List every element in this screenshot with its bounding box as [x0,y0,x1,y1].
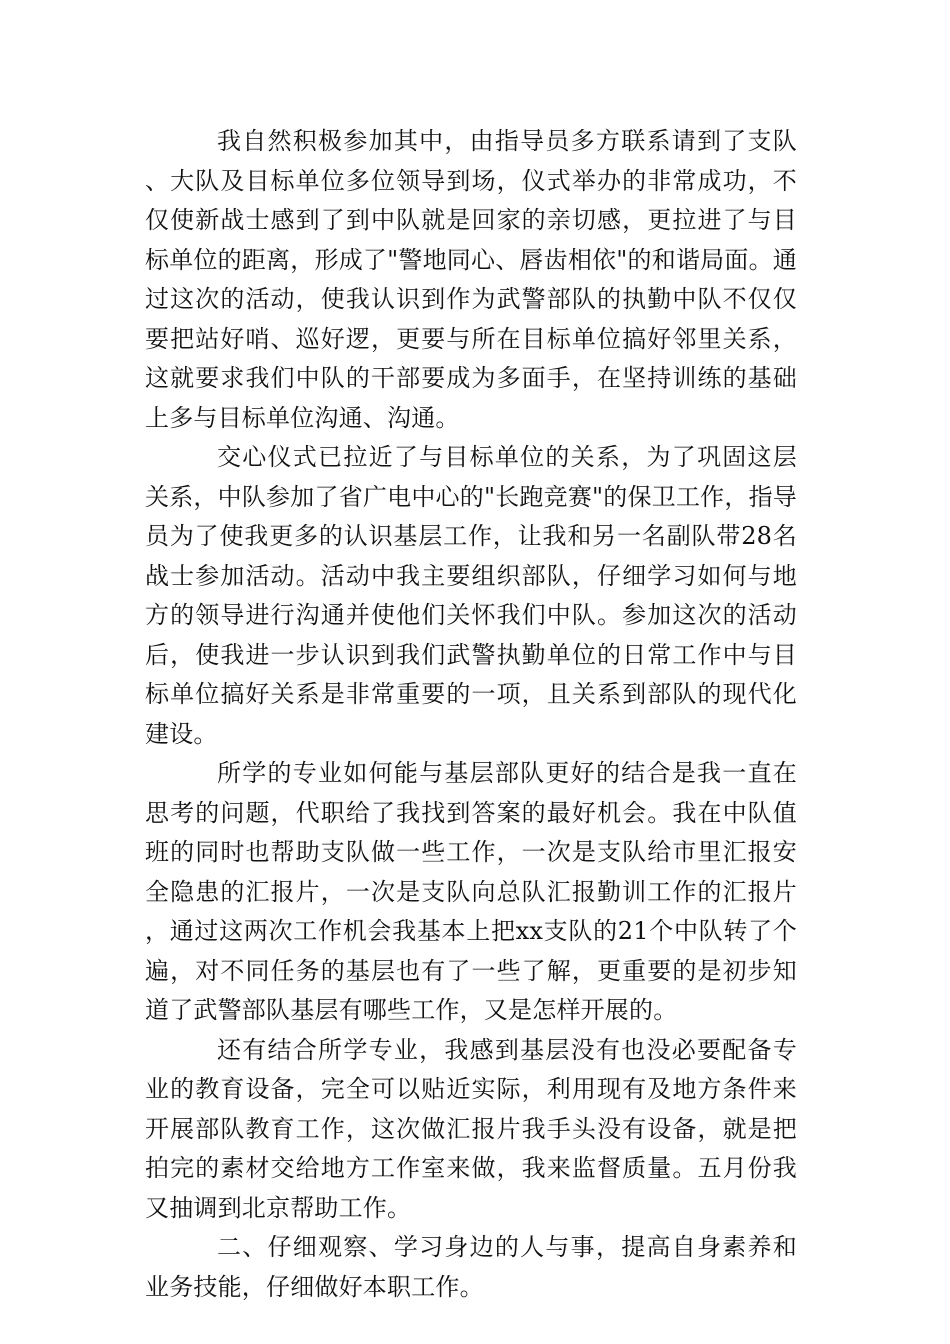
section-heading-paragraph: 二、仔细观察、学习身边的人与事，提高自身素养和业务技能，仔细做好本职工作。 [145,1233,797,1301]
paragraph: 交心仪式已拉近了与目标单位的关系，为了巩固这层关系，中队参加了省广电中心的"长跑竞赛"的保卫工作，指导员为了使我更多的认识基层工作，让我和另一名副队带28名战士参加活动。活动中我主要组织部队，仔细学习如何与地方的领导进行沟通并使他们关怀我们中队。参加这次的活动后，使我进一步认识到我们武警执勤单位的日常工作中与目标单位搞好关系是非常重要的一项，且关系到部队的现代化建设。 [145,443,797,748]
paragraph: 所学的专业如何能与基层部队更好的结合是我一直在思考的问题，代职给了我找到答案的最好机会。我在中队值班的同时也帮助支队做一些工作，一次是支队给市里汇报安全隐患的汇报片，一次是支队向总队汇报勤训工作的汇报片，通过这两次工作机会我基本上把xx支队的21个中队转了个遍，对不同任务的基层也有了一些了解，更重要的是初步知道了武警部队基层有哪些工作，又是怎样开展的。 [145,759,797,1024]
paragraph: 还有结合所学专业，我感到基层没有也没必要配备专业的教育设备，完全可以贴近实际，利用现有及地方条件来开展部队教育工作，这次做汇报片我手头没有设备，就是把拍完的素材交给地方工作室来做，我来监督质量。五月份我又抽调到北京帮助工作。 [145,1035,797,1222]
paragraph: 我自然积极参加其中，由指导员多方联系请到了支队、大队及目标单位多位领导到场，仪式举办的非常成功，不仅使新战士感到了到中队就是回家的亲切感，更拉进了与目标单位的距离，形成了"警地同心、唇齿相依"的和谐局面。通过这次的活动，使我认识到作为武警部队的执勤中队不仅仅要把站好哨、巡好逻，更要与所在目标单位搞好邻里关系，这就要求我们中队的干部要成为多面手，在坚持训练的基础上多与目标单位沟通、沟通。 [145,127,797,432]
document-body [145,122,797,1307]
